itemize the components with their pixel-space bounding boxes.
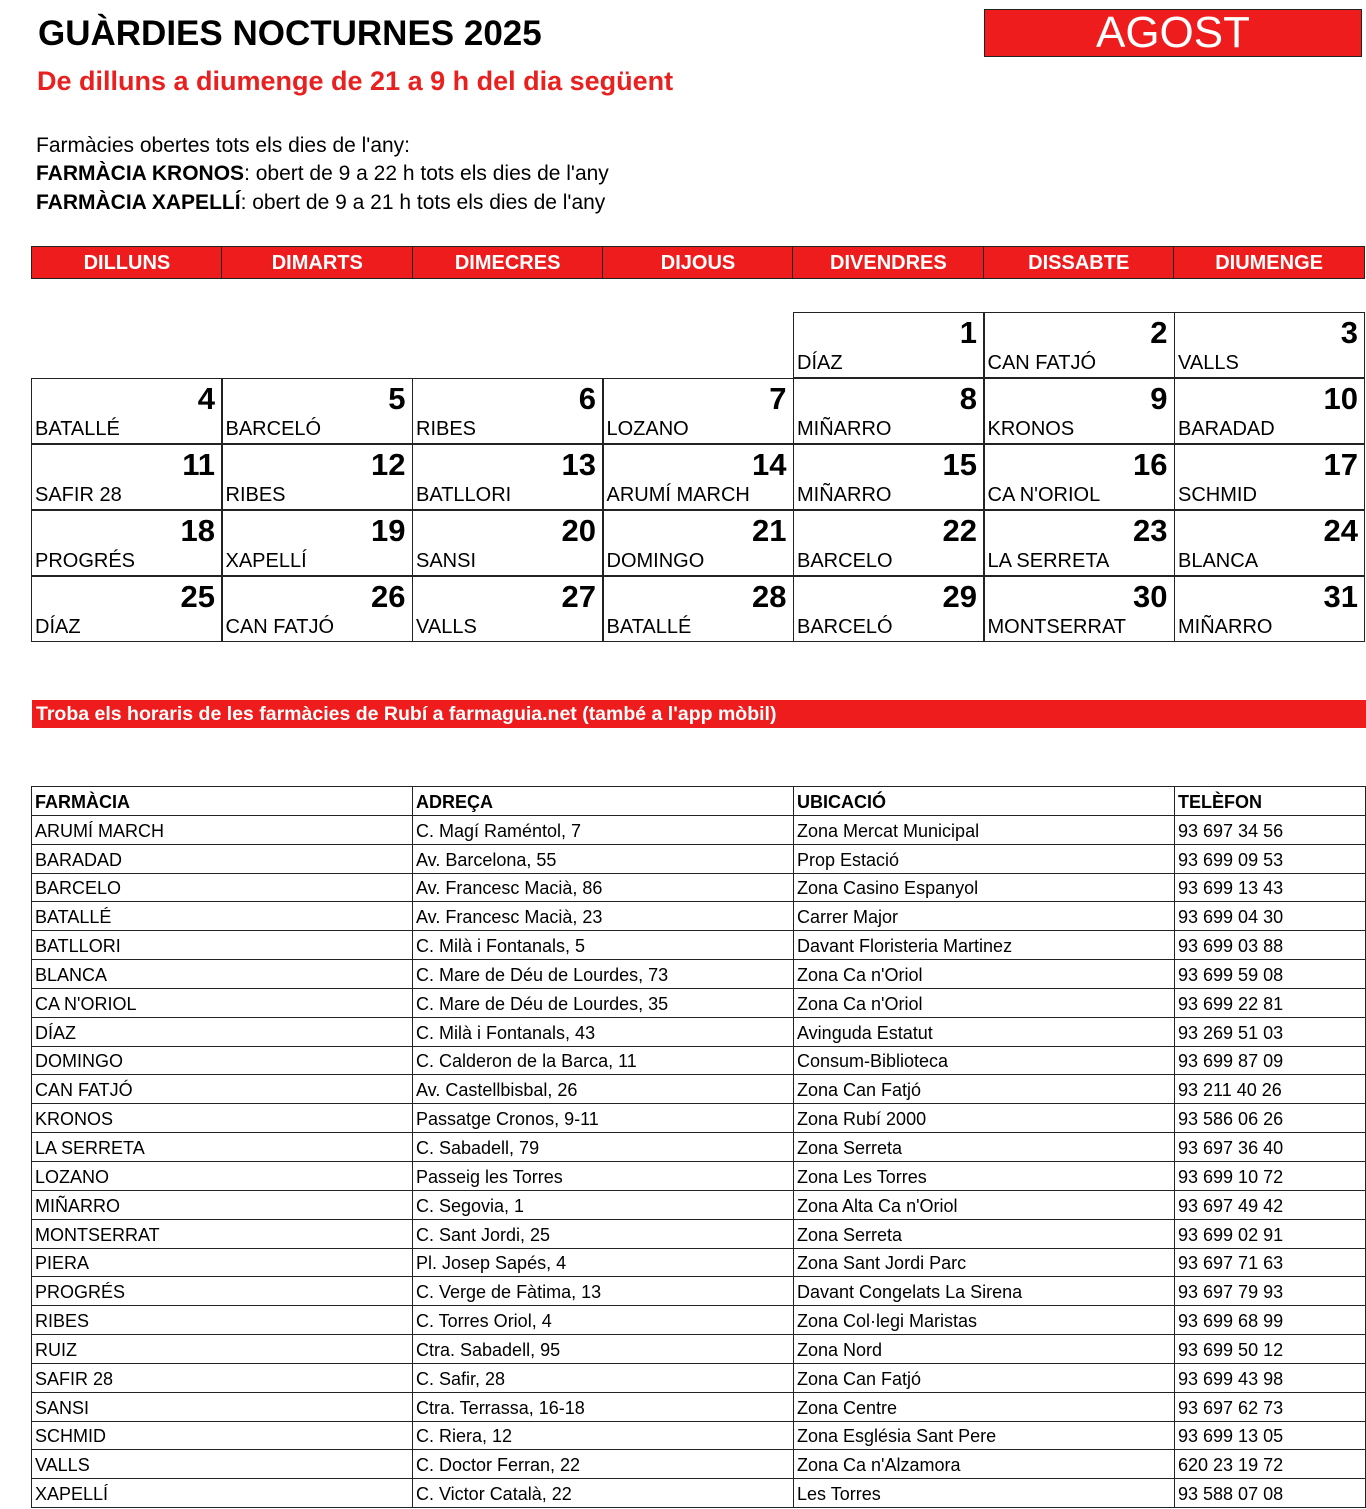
cell-location: Zona Rubí 2000 xyxy=(794,1104,1175,1133)
calendar-day-number: 17 xyxy=(1323,447,1358,482)
cell-pharmacy: MIÑARRO xyxy=(32,1190,413,1219)
weekday-tuesday: DIMARTS xyxy=(221,246,413,279)
table-row xyxy=(32,1104,1366,1133)
calendar-day-pharmacy: VALLS xyxy=(1178,352,1239,374)
cell-location: Prop Estació xyxy=(794,844,1175,873)
table-row xyxy=(32,988,1366,1017)
calendar-day-pharmacy: CAN FATJÓ xyxy=(225,616,335,638)
calendar-day-cell xyxy=(1174,444,1365,510)
calendar-day-number: 1 xyxy=(959,315,977,350)
calendar-day-cell xyxy=(603,510,794,576)
info-xapelli-name: FARMÀCIA XAPELLÍ xyxy=(36,191,241,214)
cell-phone: 93 586 06 26 xyxy=(1175,1104,1366,1133)
cell-location: Zona Església Sant Pere xyxy=(794,1421,1175,1450)
cell-pharmacy: LOZANO xyxy=(32,1161,413,1190)
cell-address: C. Doctor Ferran, 22 xyxy=(413,1450,794,1479)
cell-address: C. Mare de Déu de Lourdes, 35 xyxy=(413,988,794,1017)
calendar-day-cell xyxy=(793,378,984,444)
calendar-day-cell xyxy=(793,510,984,576)
calendar-day-cell xyxy=(412,510,603,576)
calendar-day-number: 24 xyxy=(1323,513,1358,548)
cell-phone: 93 699 13 05 xyxy=(1175,1421,1366,1450)
calendar-day-cell xyxy=(31,576,222,642)
calendar-day-pharmacy: DOMINGO xyxy=(606,550,705,572)
cell-pharmacy: LA SERRETA xyxy=(32,1133,413,1162)
calendar-day-pharmacy: DÍAZ xyxy=(797,352,843,374)
column-header-phone: TELÈFON xyxy=(1175,787,1366,816)
cell-address: C. Segovia, 1 xyxy=(413,1190,794,1219)
cell-location: Zona Ca n'Oriol xyxy=(794,960,1175,989)
page-subtitle: De dilluns a diumenge de 21 a 9 h del dia següent xyxy=(37,66,674,96)
cell-pharmacy: SANSI xyxy=(32,1392,413,1421)
table-row xyxy=(32,1161,1366,1190)
calendar-day-pharmacy: SAFIR 28 xyxy=(35,484,122,506)
table-row xyxy=(32,1363,1366,1392)
calendar-day-cell xyxy=(222,444,413,510)
calendar-day-number: 28 xyxy=(752,579,787,614)
weekday-thursday: DIJOUS xyxy=(602,246,794,279)
cell-address: C. Milà i Fontanals, 5 xyxy=(413,931,794,960)
table-row xyxy=(32,960,1366,989)
cell-location: Zona Can Fatjó xyxy=(794,1075,1175,1104)
calendar-day-number: 21 xyxy=(752,513,787,548)
calendar-day-pharmacy: BARCELÓ xyxy=(225,418,322,440)
cell-location: Zona Mercat Municipal xyxy=(794,815,1175,844)
cell-phone: 93 588 07 08 xyxy=(1175,1479,1366,1508)
calendar-day-number: 29 xyxy=(942,579,977,614)
calendar-day-pharmacy: BATALLÉ xyxy=(606,616,692,638)
table-row xyxy=(32,1306,1366,1335)
column-header-address: ADREÇA xyxy=(413,787,794,816)
table-row xyxy=(32,1421,1366,1450)
cell-pharmacy: BARADAD xyxy=(32,844,413,873)
cell-address: C. Victor Català, 22 xyxy=(413,1479,794,1508)
calendar-day-number: 6 xyxy=(578,381,596,416)
calendar-day-pharmacy: SANSI xyxy=(416,550,477,572)
cell-pharmacy: XAPELLÍ xyxy=(32,1479,413,1508)
cell-location: Zona Alta Ca n'Oriol xyxy=(794,1190,1175,1219)
calendar-day-number: 16 xyxy=(1133,447,1168,482)
calendar-day-cell xyxy=(984,444,1175,510)
cell-phone: 93 699 43 98 xyxy=(1175,1363,1366,1392)
cell-pharmacy: CAN FATJÓ xyxy=(32,1075,413,1104)
weekday-wednesday: DIMECRES xyxy=(412,246,604,279)
calendar-day-cell xyxy=(1174,312,1365,378)
calendar-day-pharmacy: RIBES xyxy=(225,484,286,506)
cell-pharmacy: BARCELO xyxy=(32,873,413,902)
cell-phone: 93 697 71 63 xyxy=(1175,1248,1366,1277)
table-row xyxy=(32,1075,1366,1104)
cell-pharmacy: KRONOS xyxy=(32,1104,413,1133)
cell-address: C. Magí Raméntol, 7 xyxy=(413,815,794,844)
calendar-day-number: 27 xyxy=(561,579,596,614)
cell-address: Av. Francesc Macià, 86 xyxy=(413,873,794,902)
table-row xyxy=(32,1450,1366,1479)
table-row xyxy=(32,1335,1366,1364)
cell-location: Zona Serreta xyxy=(794,1219,1175,1248)
calendar-day-cell xyxy=(603,444,794,510)
cell-phone: 620 23 19 72 xyxy=(1175,1450,1366,1479)
table-row xyxy=(32,1219,1366,1248)
cell-address: C. Torres Oriol, 4 xyxy=(413,1306,794,1335)
cell-phone: 93 699 50 12 xyxy=(1175,1335,1366,1364)
cell-location: Zona Ca n'Oriol xyxy=(794,988,1175,1017)
calendar-day-cell xyxy=(984,378,1175,444)
calendar-day-cell xyxy=(222,378,413,444)
cell-phone: 93 269 51 03 xyxy=(1175,1017,1366,1046)
calendar-day-pharmacy: MIÑARRO xyxy=(797,484,892,506)
cell-address: Av. Castellbisbal, 26 xyxy=(413,1075,794,1104)
calendar-day-number: 14 xyxy=(752,447,787,482)
calendar-day-cell xyxy=(412,444,603,510)
cell-location: Zona Serreta xyxy=(794,1133,1175,1162)
cell-pharmacy: BLANCA xyxy=(32,960,413,989)
table-row xyxy=(32,844,1366,873)
calendar-day-number: 5 xyxy=(388,381,406,416)
cell-address: Ctra. Sabadell, 95 xyxy=(413,1335,794,1364)
table-row xyxy=(32,1392,1366,1421)
cell-phone: 93 697 34 56 xyxy=(1175,815,1366,844)
cell-pharmacy: BATLLORI xyxy=(32,931,413,960)
cell-address: Ctra. Terrassa, 16-18 xyxy=(413,1392,794,1421)
cell-location: Consum-Biblioteca xyxy=(794,1046,1175,1075)
calendar-day-number: 22 xyxy=(942,513,977,548)
cell-pharmacy: SAFIR 28 xyxy=(32,1363,413,1392)
cell-address: C. Safir, 28 xyxy=(413,1363,794,1392)
info-kronos-name: FARMÀCIA KRONOS xyxy=(36,162,245,185)
cell-pharmacy: RUIZ xyxy=(32,1335,413,1364)
calendar-day-cell xyxy=(793,444,984,510)
cell-location: Avinguda Estatut xyxy=(794,1017,1175,1046)
calendar-day-number: 15 xyxy=(942,447,977,482)
weekday-monday: DILLUNS xyxy=(31,246,223,279)
cell-pharmacy: MONTSERRAT xyxy=(32,1219,413,1248)
info-intro: Farmàcies obertes tots els dies de l'any: xyxy=(36,134,411,157)
cell-address: C. Calderon de la Barca, 11 xyxy=(413,1046,794,1075)
cell-location: Zona Can Fatjó xyxy=(794,1363,1175,1392)
calendar-day-cell xyxy=(412,576,603,642)
table-row xyxy=(32,1017,1366,1046)
table-row xyxy=(32,873,1366,902)
cell-address: C. Riera, 12 xyxy=(413,1421,794,1450)
calendar-day-cell xyxy=(984,312,1175,378)
calendar-day-cell xyxy=(222,510,413,576)
calendar-day-number: 2 xyxy=(1150,315,1168,350)
calendar-day-cell xyxy=(793,576,984,642)
weekday-saturday: DISSABTE xyxy=(983,246,1175,279)
calendar-day-pharmacy: XAPELLÍ xyxy=(225,550,307,572)
calendar-day-pharmacy: KRONOS xyxy=(987,418,1075,440)
calendar-day-cell xyxy=(603,576,794,642)
cell-phone: 93 211 40 26 xyxy=(1175,1075,1366,1104)
cell-pharmacy: DOMINGO xyxy=(32,1046,413,1075)
info-kronos-text: : obert de 9 a 22 h tots els dies de l'any xyxy=(244,162,609,185)
cell-phone: 93 699 68 99 xyxy=(1175,1306,1366,1335)
calendar-day-number: 25 xyxy=(180,579,215,614)
calendar-day-cell xyxy=(984,510,1175,576)
calendar-day-number: 19 xyxy=(371,513,406,548)
calendar-day-pharmacy: DÍAZ xyxy=(35,616,81,638)
calendar-day-pharmacy: MONTSERRAT xyxy=(987,616,1127,638)
cell-pharmacy: SCHMID xyxy=(32,1421,413,1450)
cell-phone: 93 697 79 93 xyxy=(1175,1277,1366,1306)
info-line-xapelli xyxy=(36,191,605,215)
cell-phone: 93 699 09 53 xyxy=(1175,844,1366,873)
cell-location: Zona Casino Espanyol xyxy=(794,873,1175,902)
calendar-day-cell xyxy=(31,444,222,510)
calendar-day-pharmacy: BARADAD xyxy=(1178,418,1275,440)
cell-address: C. Sant Jordi, 25 xyxy=(413,1219,794,1248)
weekday-header xyxy=(31,246,1365,279)
cell-location: Davant Congelats La Sirena xyxy=(794,1277,1175,1306)
cell-pharmacy: PIERA xyxy=(32,1248,413,1277)
calendar-day-pharmacy: LOZANO xyxy=(606,418,689,440)
calendar-day-cell xyxy=(1174,576,1365,642)
cell-phone: 93 699 04 30 xyxy=(1175,902,1366,931)
calendar-day-pharmacy: MIÑARRO xyxy=(1178,616,1273,638)
calendar-day-number: 12 xyxy=(371,447,406,482)
cell-address: C. Verge de Fàtima, 13 xyxy=(413,1277,794,1306)
calendar-day-number: 11 xyxy=(182,447,215,482)
cell-address: Pl. Josep Sapés, 4 xyxy=(413,1248,794,1277)
table-row xyxy=(32,902,1366,931)
calendar-day-pharmacy: LA SERRETA xyxy=(987,550,1110,572)
cell-pharmacy: ARUMÍ MARCH xyxy=(32,815,413,844)
cell-location: Les Torres xyxy=(794,1479,1175,1508)
table-row xyxy=(32,1133,1366,1162)
calendar-day-number: 9 xyxy=(1150,381,1168,416)
cell-location: Zona Ca n'Alzamora xyxy=(794,1450,1175,1479)
table-row xyxy=(32,815,1366,844)
calendar-day-pharmacy: VALLS xyxy=(416,616,477,638)
table-row xyxy=(32,1277,1366,1306)
cell-phone: 93 697 36 40 xyxy=(1175,1133,1366,1162)
calendar-day-number: 18 xyxy=(180,513,215,548)
calendar-day-cell xyxy=(984,576,1175,642)
calendar-day-pharmacy: BATLLORI xyxy=(416,484,512,506)
table-header-row xyxy=(32,787,1366,816)
cell-pharmacy: BATALLÉ xyxy=(32,902,413,931)
info-line-kronos xyxy=(36,162,609,186)
table-body xyxy=(32,815,1366,1507)
calendar-day-cell xyxy=(412,378,603,444)
calendar-day-cell xyxy=(1174,510,1365,576)
cell-address: Av. Francesc Macià, 23 xyxy=(413,902,794,931)
weekday-sunday: DIUMENGE xyxy=(1173,246,1365,279)
cell-phone: 93 697 62 73 xyxy=(1175,1392,1366,1421)
cell-pharmacy: DÍAZ xyxy=(32,1017,413,1046)
calendar-day-pharmacy: BARCELO xyxy=(797,550,893,572)
cell-phone: 93 697 49 42 xyxy=(1175,1190,1366,1219)
cell-location: Zona Col·legi Maristas xyxy=(794,1306,1175,1335)
cell-location: Carrer Major xyxy=(794,902,1175,931)
calendar-day-number: 8 xyxy=(959,381,977,416)
calendar-day-pharmacy: SCHMID xyxy=(1178,484,1257,506)
calendar-day-number: 23 xyxy=(1133,513,1168,548)
calendar-day-number: 20 xyxy=(561,513,596,548)
calendar-day-pharmacy: RIBES xyxy=(416,418,477,440)
calendar-day-number: 10 xyxy=(1323,381,1358,416)
cell-phone: 93 699 13 43 xyxy=(1175,873,1366,902)
calendar-day-cell xyxy=(31,510,222,576)
calendar-day-pharmacy: BATALLÉ xyxy=(35,418,120,440)
cell-location: Zona Sant Jordi Parc xyxy=(794,1248,1175,1277)
pharmacy-table xyxy=(31,786,1366,1508)
cell-location: Zona Centre xyxy=(794,1392,1175,1421)
table-row xyxy=(32,1046,1366,1075)
month-badge: AGOST xyxy=(984,9,1362,57)
calendar-day-number: 4 xyxy=(197,381,215,416)
cell-phone: 93 699 10 72 xyxy=(1175,1161,1366,1190)
cell-address: Passeig les Torres xyxy=(413,1161,794,1190)
calendar-day-cell xyxy=(603,378,794,444)
calendar-day-pharmacy: CAN FATJÓ xyxy=(987,352,1097,374)
weekday-friday: DIVENDRES xyxy=(792,246,984,279)
calendar-day-pharmacy: CA N'ORIOL xyxy=(987,484,1101,506)
cell-address: C. Milà i Fontanals, 43 xyxy=(413,1017,794,1046)
column-header-pharmacy: FARMÀCIA xyxy=(32,787,413,816)
calendar-day-number: 31 xyxy=(1323,579,1358,614)
info-xapelli-text: : obert de 9 a 21 h tots els dies de l'any xyxy=(240,191,606,214)
calendar-day-cell xyxy=(222,576,413,642)
calendar-day-cell xyxy=(793,312,984,378)
cell-pharmacy: PROGRÉS xyxy=(32,1277,413,1306)
cell-phone: 93 699 87 09 xyxy=(1175,1046,1366,1075)
column-header-location: UBICACIÓ xyxy=(794,787,1175,816)
calendar-day-number: 3 xyxy=(1340,315,1358,350)
table-row xyxy=(32,1479,1366,1508)
calendar-day-cell xyxy=(1174,378,1365,444)
calendar-day-pharmacy: BARCELÓ xyxy=(797,616,893,638)
cell-phone: 93 699 22 81 xyxy=(1175,988,1366,1017)
table-row xyxy=(32,1190,1366,1219)
cell-address: C. Mare de Déu de Lourdes, 73 xyxy=(413,960,794,989)
cell-location: Zona Nord xyxy=(794,1335,1175,1364)
calendar-day-pharmacy: ARUMÍ MARCH xyxy=(606,484,750,506)
cell-phone: 93 699 02 91 xyxy=(1175,1219,1366,1248)
calendar-day-pharmacy: PROGRÉS xyxy=(35,550,136,572)
cell-pharmacy: VALLS xyxy=(32,1450,413,1479)
cell-phone: 93 699 03 88 xyxy=(1175,931,1366,960)
calendar-day-number: 30 xyxy=(1133,579,1168,614)
cell-pharmacy: RIBES xyxy=(32,1306,413,1335)
cell-location: Zona Les Torres xyxy=(794,1161,1175,1190)
info-banner: Troba els horaris de les farmàcies de Rubí a farmaguia.net (també a l'app mòbil) xyxy=(32,700,1366,728)
cell-address: Av. Barcelona, 55 xyxy=(413,844,794,873)
cell-location: Davant Floristeria Martinez xyxy=(794,931,1175,960)
calendar-day-number: 7 xyxy=(769,381,787,416)
table-row xyxy=(32,931,1366,960)
page-title: GUÀRDIES NOCTURNES 2025 xyxy=(38,14,542,53)
calendar-day-number: 26 xyxy=(371,579,406,614)
calendar-day-number: 13 xyxy=(561,447,596,482)
calendar-day-cell xyxy=(31,378,222,444)
cell-address: Passatge Cronos, 9-11 xyxy=(413,1104,794,1133)
calendar-day-pharmacy: MIÑARRO xyxy=(797,418,892,440)
cell-address: C. Sabadell, 79 xyxy=(413,1133,794,1162)
cell-pharmacy: CA N'ORIOL xyxy=(32,988,413,1017)
table-row xyxy=(32,1248,1366,1277)
calendar-day-pharmacy: BLANCA xyxy=(1178,550,1259,572)
cell-phone: 93 699 59 08 xyxy=(1175,960,1366,989)
